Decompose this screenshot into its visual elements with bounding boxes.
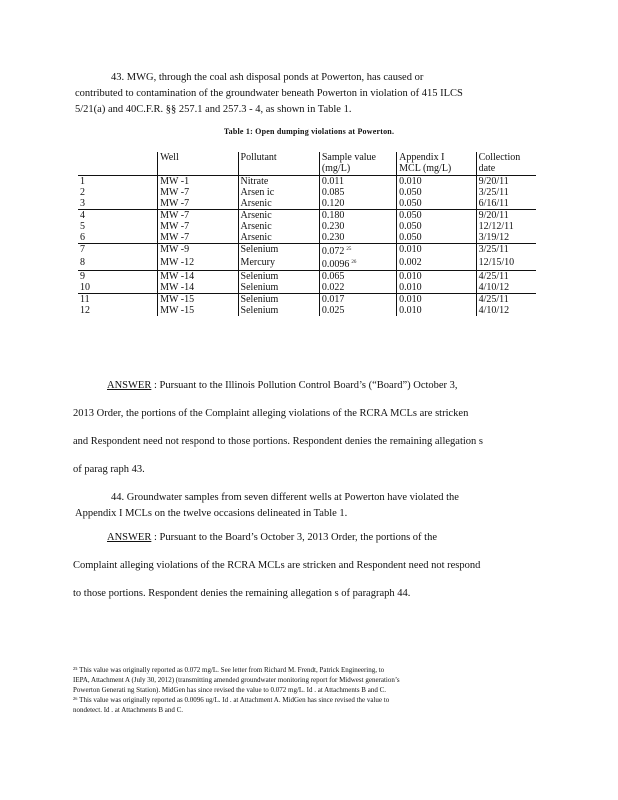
mcl-cell bbox=[397, 257, 476, 271]
well-cell-text: MW -1 bbox=[160, 176, 190, 187]
well-cell bbox=[158, 176, 238, 188]
sample-value-cell-text: 0.025 bbox=[321, 305, 345, 316]
row-number-cell-text: 6 bbox=[80, 232, 85, 243]
mcl-cell bbox=[397, 187, 476, 198]
footnote-line: ²⁶ This value was originally reported as 0.0096 ug/L. Id . at Attachment A. MidGen has since revised the value to bbox=[73, 696, 390, 704]
pollutant-cell bbox=[238, 232, 319, 244]
pollutant-cell-text: Arsenic bbox=[240, 221, 272, 232]
collection-date-cell-text: 4/10/12 bbox=[478, 305, 510, 316]
pollutant-cell bbox=[238, 271, 319, 283]
mcl-cell-text: 0.050 bbox=[399, 221, 422, 232]
pollutant-cell-text: Selenium bbox=[240, 282, 279, 293]
well-cell bbox=[158, 221, 238, 232]
row-number-cell bbox=[78, 294, 158, 306]
sample-value-cell-text: 0.120 bbox=[321, 198, 345, 209]
row-number-cell-text: 3 bbox=[80, 198, 85, 209]
row-number-cell bbox=[78, 305, 158, 316]
well-cell bbox=[158, 210, 238, 222]
sample-value-cell-text: 0.072 bbox=[321, 246, 345, 257]
pollutant-cell-text: Selenium bbox=[240, 305, 279, 316]
answer-first-line bbox=[73, 378, 533, 394]
collection-date-cell-text: 3/25/11 bbox=[478, 244, 509, 255]
sample-value-cell-text: 0.085 bbox=[321, 187, 345, 198]
answer-line: Complaint alleging violations of the RCRA MCLs are stricken and Respondent need not respond bbox=[73, 560, 481, 571]
mcl-cell-text: 0.010 bbox=[399, 294, 422, 305]
sample-value-cell bbox=[319, 221, 396, 232]
row-number-cell bbox=[78, 221, 158, 232]
mcl-cell bbox=[397, 176, 476, 188]
table-row bbox=[78, 176, 536, 188]
table-row bbox=[78, 257, 536, 271]
collection-date-cell-text: 9/20/11 bbox=[478, 176, 509, 187]
table-header-collection-date-text: Collection date bbox=[478, 152, 521, 174]
well-cell bbox=[158, 232, 238, 244]
mcl-cell bbox=[397, 210, 476, 222]
well-cell bbox=[158, 294, 238, 306]
pollutant-cell bbox=[238, 176, 319, 188]
row-number-cell bbox=[78, 282, 158, 294]
paragraph-line: 44. Groundwater samples from seven different wells at Powerton have violated the bbox=[111, 492, 459, 503]
well-cell bbox=[158, 282, 238, 294]
sample-value-cell bbox=[319, 210, 396, 222]
pollutant-cell bbox=[238, 257, 319, 271]
mcl-cell-text: 0.010 bbox=[399, 244, 422, 255]
table-row bbox=[78, 187, 536, 198]
row-number-cell bbox=[78, 244, 158, 258]
well-cell-text: MW -15 bbox=[160, 305, 195, 316]
collection-date-cell bbox=[476, 210, 536, 222]
paragraph-line: 5/21(a) and 40C.F.R. §§ 257.1 and 257.3 - 4, as shown in Table 1. bbox=[75, 104, 352, 115]
row-number-cell-text: 5 bbox=[80, 221, 85, 232]
collection-date-cell-text: 12/15/10 bbox=[478, 257, 515, 268]
footnotes bbox=[73, 665, 535, 715]
table-row bbox=[78, 221, 536, 232]
mcl-cell bbox=[397, 221, 476, 232]
pollutant-cell bbox=[238, 187, 319, 198]
well-cell bbox=[158, 305, 238, 316]
mcl-cell-text: 0.010 bbox=[399, 271, 422, 282]
table-body bbox=[78, 176, 536, 317]
mcl-cell-text: 0.002 bbox=[399, 257, 422, 268]
table-row bbox=[78, 305, 536, 316]
row-number-cell bbox=[78, 187, 158, 198]
paragraph-44 bbox=[75, 490, 530, 522]
pollutant-cell bbox=[238, 282, 319, 294]
table-header-collection-date bbox=[476, 152, 536, 176]
mcl-cell bbox=[397, 244, 476, 258]
footnote-line: nondetect. Id . at Attachments B and C. bbox=[73, 706, 184, 714]
sample-value-cell bbox=[319, 271, 396, 283]
answer-line: and Respondent need not respond to those portions. Respondent denies the remaining allegation s bbox=[73, 436, 484, 447]
row-number-cell-text: 12 bbox=[80, 305, 90, 316]
well-cell-text: MW -9 bbox=[160, 244, 190, 255]
answer-first-line bbox=[73, 530, 533, 546]
collection-date-cell bbox=[476, 187, 536, 198]
table-header-mcl-text: Appendix I MCL (mg/L) bbox=[399, 152, 452, 174]
table-row bbox=[78, 282, 536, 294]
table-header-pollutant: Pollutant bbox=[238, 152, 319, 176]
paragraph-line: contributed to contamination of the groundwater beneath Powerton in violation of 415 ILCS bbox=[75, 88, 463, 99]
row-number-cell bbox=[78, 257, 158, 271]
paragraph-43 bbox=[75, 70, 530, 118]
well-cell-text: MW -7 bbox=[160, 232, 190, 243]
pollutant-cell-text: Arsenic bbox=[240, 210, 272, 221]
mcl-cell bbox=[397, 232, 476, 244]
row-number-cell-text: 9 bbox=[80, 271, 85, 282]
well-cell-text: MW -14 bbox=[160, 271, 195, 282]
answer-text: : Pursuant to the Board’s October 3, 2013 Order, the portions of the bbox=[151, 532, 437, 543]
well-cell-text: MW -7 bbox=[160, 210, 190, 221]
mcl-cell-text: 0.050 bbox=[399, 232, 422, 243]
row-number-cell-text: 2 bbox=[80, 187, 85, 198]
mcl-cell bbox=[397, 282, 476, 294]
pollutant-cell-text: Arsen ic bbox=[240, 187, 275, 198]
collection-date-cell bbox=[476, 282, 536, 294]
table-header-sample-value bbox=[319, 152, 396, 176]
mcl-cell-text: 0.010 bbox=[399, 176, 422, 187]
sample-value-cell bbox=[319, 198, 396, 210]
collection-date-cell bbox=[476, 244, 536, 258]
mcl-cell bbox=[397, 294, 476, 306]
sample-value-cell-text: 0.017 bbox=[321, 294, 345, 305]
row-number-cell-text: 7 bbox=[80, 244, 85, 255]
well-cell-text: MW -15 bbox=[160, 294, 195, 305]
mcl-cell-text: 0.010 bbox=[399, 305, 422, 316]
sample-value-cell bbox=[319, 305, 396, 316]
pollutant-cell-text: Selenium bbox=[240, 244, 279, 255]
answer-line: of parag raph 43. bbox=[73, 464, 145, 475]
row-number-cell bbox=[78, 176, 158, 188]
pollutant-cell-text: Arsenic bbox=[240, 232, 272, 243]
collection-date-cell bbox=[476, 271, 536, 283]
collection-date-cell bbox=[476, 257, 536, 271]
table-row bbox=[78, 232, 536, 244]
pollutant-cell bbox=[238, 210, 319, 222]
footnote-line: ²⁵ This value was originally reported as 0.072 mg/L. See letter from Richard M. Frendt, Patrick Engineering, to bbox=[73, 666, 385, 674]
footnote-marker: 26 bbox=[351, 260, 357, 265]
sample-value-cell-text: 0.230 bbox=[321, 221, 345, 232]
table-header-sample-value-text: Sample value (mg/L) bbox=[321, 152, 376, 174]
row-number-cell bbox=[78, 210, 158, 222]
sample-value-cell bbox=[319, 282, 396, 294]
pollutant-cell bbox=[238, 221, 319, 232]
table-caption: Table 1: Open dumping violations at Powerton. bbox=[223, 127, 395, 136]
sample-value-cell-text: 0.022 bbox=[321, 282, 345, 293]
footnote-line: IEPA, Attachment A (July 30, 2012) (transmitting amended groundwater monitoring report for Midwest generation’s bbox=[73, 676, 400, 684]
well-cell bbox=[158, 187, 238, 198]
pollutant-cell-text: Arsenic bbox=[240, 198, 272, 209]
collection-date-cell-text: 3/19/12 bbox=[478, 232, 510, 243]
pollutant-cell bbox=[238, 244, 319, 258]
sample-value-cell-text: 0.0096 bbox=[321, 259, 350, 270]
answer-text: : Pursuant to the Illinois Pollution Control Board’s (“Board”) October 3, bbox=[151, 380, 458, 391]
answer-label: ANSWER bbox=[107, 380, 152, 391]
pollutant-cell-text: Mercury bbox=[240, 257, 275, 268]
table-row bbox=[78, 271, 536, 283]
paragraph-line: Appendix I MCLs on the twelve occasions delineated in Table 1. bbox=[75, 508, 348, 519]
well-cell-text: MW -7 bbox=[160, 221, 190, 232]
answer-43 bbox=[73, 378, 533, 478]
well-cell-text: MW -7 bbox=[160, 187, 190, 198]
answer-44 bbox=[73, 530, 533, 602]
sample-value-cell-text: 0.065 bbox=[321, 271, 345, 282]
collection-date-cell bbox=[476, 232, 536, 244]
collection-date-cell-text: 12/12/11 bbox=[478, 221, 514, 232]
table-header-mcl bbox=[397, 152, 476, 176]
table-header-well: Well bbox=[158, 152, 238, 176]
mcl-cell bbox=[397, 271, 476, 283]
table-header-row bbox=[78, 152, 536, 176]
pollutant-cell bbox=[238, 305, 319, 316]
mcl-cell-text: 0.050 bbox=[399, 198, 422, 209]
sample-value-cell-text: 0.180 bbox=[321, 210, 345, 221]
row-number-cell-text: 4 bbox=[80, 210, 85, 221]
collection-date-cell-text: 4/25/11 bbox=[478, 271, 509, 282]
collection-date-cell bbox=[476, 221, 536, 232]
mcl-cell bbox=[397, 198, 476, 210]
well-cell bbox=[158, 257, 238, 271]
collection-date-cell-text: 3/25/11 bbox=[478, 187, 509, 198]
pollutant-cell bbox=[238, 198, 319, 210]
pollutant-cell-text: Selenium bbox=[240, 294, 279, 305]
table-row bbox=[78, 210, 536, 222]
collection-date-cell bbox=[476, 198, 536, 210]
row-number-cell-text: 8 bbox=[80, 257, 85, 268]
sample-value-cell bbox=[319, 244, 396, 258]
well-cell bbox=[158, 244, 238, 258]
violations-table bbox=[78, 152, 536, 316]
well-cell bbox=[158, 198, 238, 210]
table-header-number bbox=[78, 152, 158, 176]
row-number-cell bbox=[78, 271, 158, 283]
paragraph-line: 43. MWG, through the coal ash disposal ponds at Powerton, has caused or bbox=[111, 72, 424, 83]
row-number-cell bbox=[78, 198, 158, 210]
sample-value-cell bbox=[319, 294, 396, 306]
collection-date-cell-text: 6/16/11 bbox=[478, 198, 509, 209]
mcl-cell-text: 0.050 bbox=[399, 187, 422, 198]
collection-date-cell bbox=[476, 176, 536, 188]
collection-date-cell-text: 4/10/12 bbox=[478, 282, 510, 293]
table-row bbox=[78, 294, 536, 306]
answer-label: ANSWER bbox=[107, 532, 152, 543]
pollutant-cell bbox=[238, 294, 319, 306]
answer-line: 2013 Order, the portions of the Complaint alleging violations of the RCRA MCLs are stricken bbox=[73, 408, 469, 419]
row-number-cell-text: 11 bbox=[80, 294, 90, 305]
sample-value-cell bbox=[319, 176, 396, 188]
mcl-cell-text: 0.050 bbox=[399, 210, 422, 221]
pollutant-cell-text: Selenium bbox=[240, 271, 279, 282]
well-cell-text: MW -12 bbox=[160, 257, 195, 268]
table-row bbox=[78, 198, 536, 210]
footnote-line: Powerton Generati ng Station). MidGen has since revised the value to 0.072 mg/L. Id . at Attachments B and C. bbox=[73, 686, 386, 694]
collection-date-cell-text: 4/25/11 bbox=[478, 294, 509, 305]
row-number-cell-text: 10 bbox=[80, 282, 90, 293]
collection-date-cell bbox=[476, 305, 536, 316]
well-cell-text: MW -14 bbox=[160, 282, 195, 293]
collection-date-cell bbox=[476, 294, 536, 306]
sample-value-cell-text: 0.011 bbox=[321, 176, 344, 187]
collection-date-cell-text: 9/20/11 bbox=[478, 210, 509, 221]
sample-value-cell bbox=[319, 232, 396, 244]
well-cell bbox=[158, 271, 238, 283]
sample-value-cell bbox=[319, 187, 396, 198]
table-row bbox=[78, 244, 536, 258]
row-number-cell bbox=[78, 232, 158, 244]
sample-value-cell-text: 0.230 bbox=[321, 232, 345, 243]
mcl-cell-text: 0.010 bbox=[399, 282, 422, 293]
answer-line: to those portions. Respondent denies the remaining allegation s of paragraph 44. bbox=[73, 588, 411, 599]
sample-value-cell bbox=[319, 257, 396, 271]
footnote-marker: 25 bbox=[346, 247, 352, 252]
well-cell-text: MW -7 bbox=[160, 198, 190, 209]
row-number-cell-text: 1 bbox=[80, 176, 85, 187]
mcl-cell bbox=[397, 305, 476, 316]
pollutant-cell-text: Nitrate bbox=[240, 176, 269, 187]
